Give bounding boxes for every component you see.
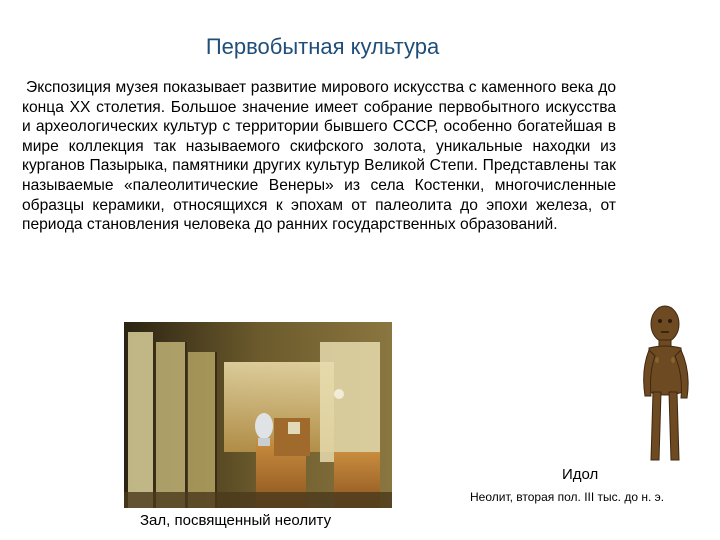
photo-caption: Зал, посвященный неолиту <box>140 512 332 529</box>
body-paragraph: Экспозиция музея показывает развитие мирового искусства с каменного века до конца XX столетия. Большое значение имеет собрание первобытного искусства и археологических культур с территории бывшего СССР, особенно богатейшая в мире коллекция так называемого скифского золота, уникальные находки из курганов Пазырыка, памятники других культур Великой Степи. Представлены так называемые «палеолитические Венеры» из села Костенки, многочисленные образцы керамики, относящихся к эпохам от палеолита до эпохи железа, от периода становления человека до ранних государственных образований. <box>22 79 616 234</box>
museum-hall-photo <box>124 322 392 508</box>
idol-date-caption: Неолит, вторая пол. III тыс. до н. э. <box>470 490 665 504</box>
slide-title: Первобытная культура <box>205 34 440 59</box>
idol-image <box>627 300 709 466</box>
idol-caption: Идол <box>562 466 599 483</box>
